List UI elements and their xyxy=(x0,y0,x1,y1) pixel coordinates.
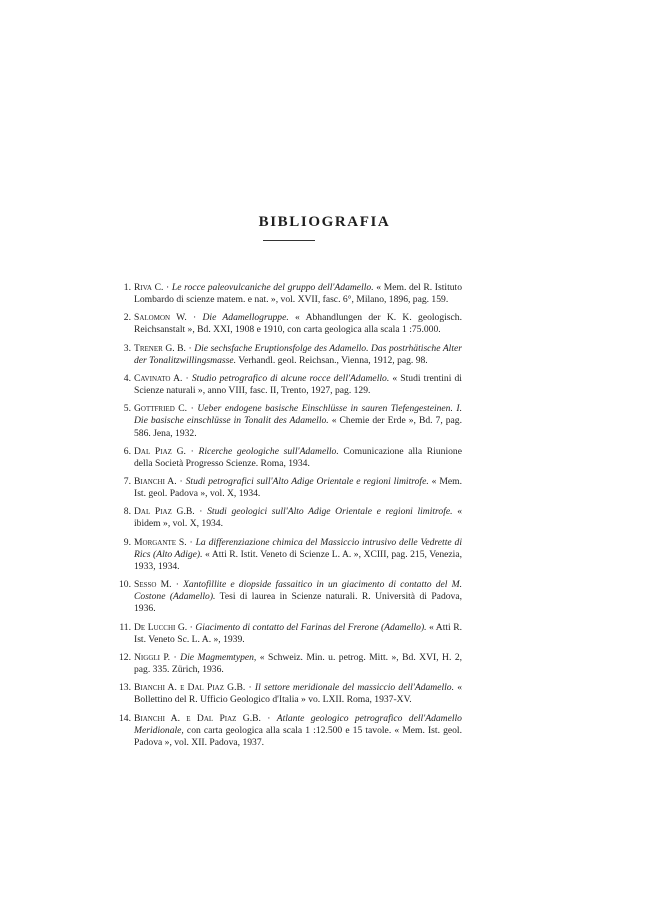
page-title: BIBLIOGRAFIA xyxy=(258,214,391,230)
entry-work-title: Le rocce paleovulcaniche del gruppo dell'Adamello. xyxy=(171,282,374,293)
entry-work-title: Il settore meridionale del massiccio dell'Adamello. xyxy=(254,682,455,694)
entry-author: Salomon W. xyxy=(134,312,187,324)
entry-number: 3. xyxy=(123,342,131,354)
entry-separator: · xyxy=(171,579,184,591)
bibliography-entry xyxy=(110,622,462,646)
entry-work-title: La differenziazione chimica del Massiccio intrusivo delle Vedrette di Rics (Alto Adige). xyxy=(134,536,462,560)
entry-text xyxy=(134,373,462,397)
entry-work-title: Die Magmemtypen, xyxy=(180,651,257,663)
entry-text xyxy=(134,579,462,615)
entry-author: Trener G. B. xyxy=(134,342,186,354)
entry-number: 6. xyxy=(123,445,131,457)
bibliography-entry xyxy=(110,506,462,530)
entry-separator: · xyxy=(186,536,196,548)
entry-work-title: Giacimento di contatto del Farinas del Frerone (Adamello). xyxy=(195,621,427,633)
entry-work-title: Studio petrografico di alcune rocce dell'Adamello. xyxy=(191,372,390,384)
entry-work-title: Ricerche geologiche sull'Adamello. xyxy=(198,445,339,457)
entry-author: De Lucchi G. xyxy=(134,621,188,633)
entry-separator: · xyxy=(185,445,199,457)
entry-author: Bianchi A. xyxy=(134,476,177,488)
entry-publication: « Atti R. Ist. Veneto Sc. L. A. », 1939. xyxy=(134,621,463,645)
entry-author: Niggli P. xyxy=(134,651,171,663)
entry-separator: · xyxy=(163,282,172,293)
entry-work-title: Studi petrografici sull'Alto Adige Orientale e regioni limitrofe. xyxy=(185,476,429,488)
entry-separator: · xyxy=(186,312,203,324)
entry-work-title: Xantofillite e diopside fassaitico in un giacimento di contatto del M. Costone (Adamello). xyxy=(134,579,463,603)
entry-author: Riva C. xyxy=(134,282,164,293)
entry-text xyxy=(134,446,462,470)
entry-publication: « Schweiz. Min. u. petrog. Mitt. », Bd. XVI, H. 2, pag. 335. Zürich, 1936. xyxy=(134,651,463,675)
entry-text xyxy=(134,506,462,530)
entry-publication: « Chemie der Erde », Bd. 7, pag. 586. Jena, 1932. xyxy=(134,415,462,439)
entry-number: 14. xyxy=(119,712,131,724)
bibliography-entry xyxy=(110,282,462,306)
entry-number: 10. xyxy=(119,579,131,591)
entry-work-title: Die Adamellogruppe. xyxy=(202,312,289,324)
entry-text xyxy=(134,343,462,367)
title-rule xyxy=(263,240,315,241)
bibliography-entry xyxy=(110,537,462,573)
entry-publication: « Atti R. Istit. Veneto di Scienze L. A. », XCIII, pag. 215, Venezia, 1933, 1934. xyxy=(134,548,462,572)
bibliography-entry xyxy=(110,713,462,749)
entry-work-title: Die sechsfache Eruptionsfolge des Adamello. Das postrhätische Alter der Tonalitzwillingsmasse. xyxy=(134,342,463,366)
entry-separator: · xyxy=(245,682,255,694)
entry-number: 11. xyxy=(119,621,131,633)
entry-text xyxy=(134,476,462,500)
entry-author: Bianchi A. e Dal Piaz G.B. xyxy=(134,682,246,694)
entry-number: 4. xyxy=(123,372,131,384)
entry-number: 12. xyxy=(119,651,131,663)
entry-publication: « ibidem », vol. X, 1934. xyxy=(134,506,462,530)
entry-author: Gottfried C. xyxy=(134,403,188,415)
bibliography-list xyxy=(110,282,462,755)
bibliography-entry xyxy=(110,682,462,706)
entry-text xyxy=(134,537,462,573)
bibliography-entry xyxy=(110,343,462,367)
entry-work-title: Studi geologici sull'Alto Adige Orientale e regioni limitrofe. xyxy=(207,506,453,518)
entry-author: Dal Piaz G. xyxy=(134,445,186,457)
bibliography-entry xyxy=(110,652,462,676)
entry-publication: con carta geologica alla scala 1 :12.500 e 15 tavole. « Mem. Ist. geol. Padova », vol. XII. Padova, 1937. xyxy=(134,724,462,748)
entry-publication: « Mem. del R. Istituto Lombardo di scienze matem. e nat. », vol. XVII, fasc. 6°, Milano, 1896, pag. 159. xyxy=(134,282,462,306)
entry-separator: · xyxy=(170,651,181,663)
entry-number: 13. xyxy=(119,682,131,694)
entry-publication: « Studi trentini di Scienze naturali », anno VIII, fasc. II, Trento, 1927, pag. 129. xyxy=(134,372,462,397)
bibliography-entry xyxy=(110,312,462,336)
entry-number: 2. xyxy=(123,312,131,324)
entry-separator: · xyxy=(187,621,196,633)
entry-author: Dal Piaz G.B. xyxy=(134,506,195,518)
entry-text xyxy=(134,403,462,439)
entry-work-title: Atlante geologico petrografico dell'Adamello Meridionale, xyxy=(134,712,462,736)
entry-separator: · xyxy=(182,372,192,384)
entry-number: 5. xyxy=(123,403,131,415)
entry-separator: · xyxy=(194,506,208,518)
bibliography-entry xyxy=(110,579,462,615)
entry-text xyxy=(134,622,462,646)
entry-author: Bianchi A. e Dal Piaz G.B. xyxy=(134,712,261,724)
entry-number: 8. xyxy=(123,506,131,518)
entry-text xyxy=(134,682,462,706)
bibliography-entry xyxy=(110,373,462,397)
entry-publication: Comunicazione alla Riunione della Società Progresso Scienze. Roma, 1934. xyxy=(134,445,462,469)
entry-text xyxy=(134,312,462,336)
entry-author: Cavinato A. xyxy=(134,372,183,384)
entry-publication: Verhandl. geol. Reichsan., Vienna, 1912, pag. 98. xyxy=(236,354,428,366)
entry-publication: Tesi di laurea in Scienze naturali. R. Università di Padova, 1936. xyxy=(134,591,462,615)
entry-publication: « Abhandlungen der K. K. geologisch. Reichsanstalt », Bd. XXI, 1908 e 1910, con carta geologica alla scala 1 :75.000. xyxy=(134,312,462,336)
bibliography-entry xyxy=(110,476,462,500)
entry-separator: · xyxy=(187,403,198,415)
entry-separator: · xyxy=(260,712,277,724)
entry-text xyxy=(134,282,462,306)
entry-publication: « Mem. Ist. geol. Padova », vol. X, 1934. xyxy=(134,476,463,500)
entry-publication: « Bollettino del R. Ufficio Geologico d'Italia » vo. LXII. Roma, 1937-XV. xyxy=(134,682,463,706)
entry-number: 1. xyxy=(123,282,131,293)
entry-author: Morgante S. xyxy=(134,536,187,548)
entry-separator: · xyxy=(176,476,186,488)
entry-number: 9. xyxy=(123,536,131,548)
bibliography-entry xyxy=(110,446,462,470)
entry-work-title: Ueber endogene basische Einschlüsse in sauren Tiefengesteinen. I. Die basische einschlüsse in Tonalit des Adamello. xyxy=(134,403,462,427)
bibliography-entry xyxy=(110,403,462,439)
entry-text xyxy=(134,652,462,676)
entry-author: Sesso M. xyxy=(134,579,172,591)
entry-separator: · xyxy=(185,342,195,354)
entry-text xyxy=(134,713,462,749)
entry-number: 7. xyxy=(123,476,131,488)
